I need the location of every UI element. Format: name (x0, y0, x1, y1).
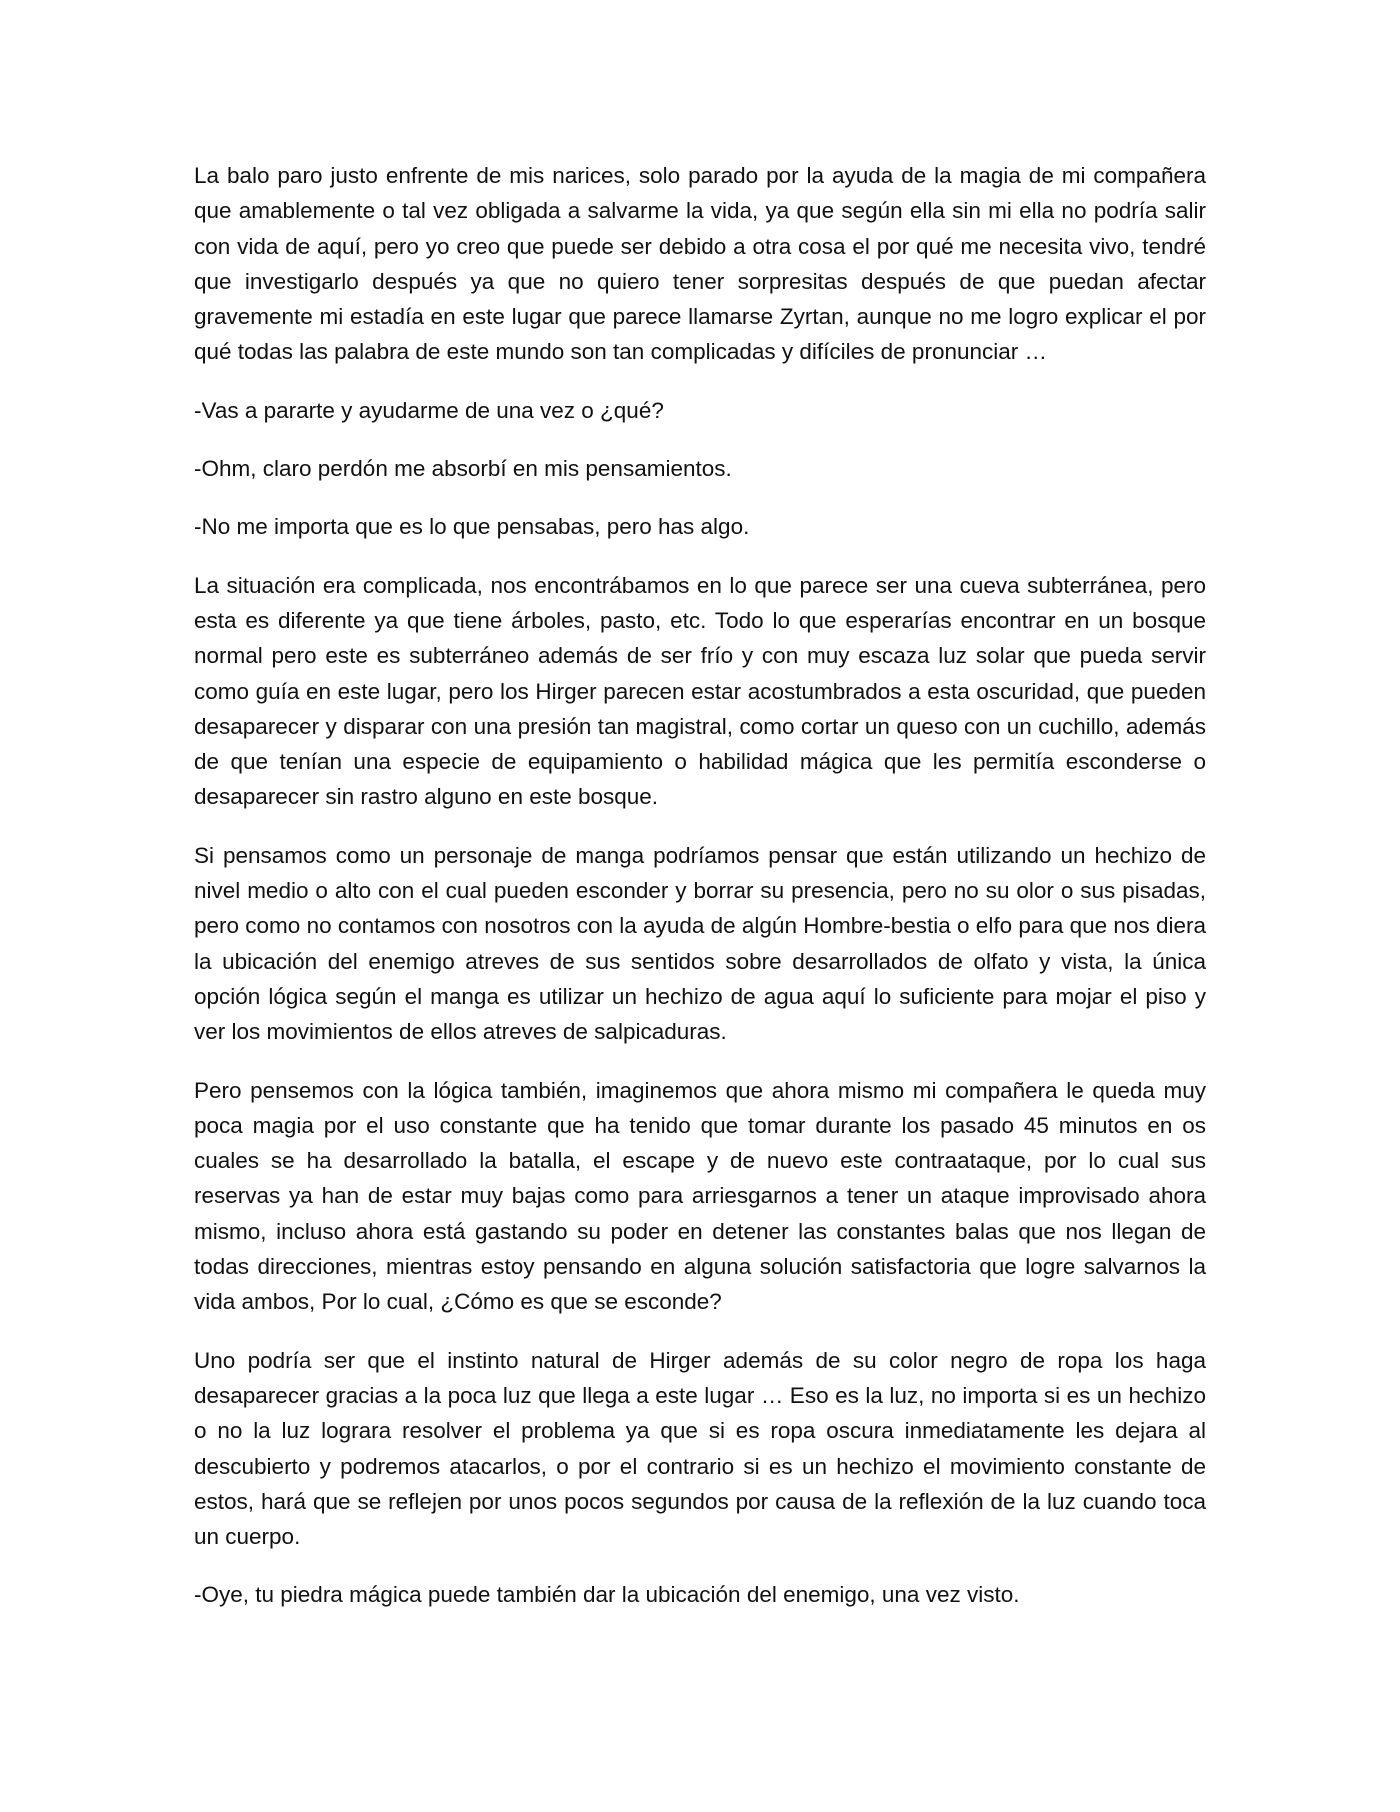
paragraph-dialogue: -No me importa que es lo que pensabas, pero has algo. (194, 514, 750, 540)
paragraph-dialogue: -Oye, tu piedra mágica puede también dar la ubicación del enemigo, una vez visto. (194, 1582, 1020, 1608)
paragraph-narration: Uno podría ser que el instinto natural de Hirger además de su color negro de ropa los haga desaparecer gracias a la poca luz que llega a este lugar … Eso es la luz, no importa si es un hechizo o no la luz lograra resolver el problema ya que si es ropa oscura inmediatamente les dejara al descubierto y podremos atacarlos, o por el contrario si es un hechizo el movimiento constante de estos, hará que se reflejen por unos pocos segundos por causa de la reflexión de la luz cuando toca un cuerpo. (194, 1347, 1206, 1550)
paragraph-dialogue: -Vas a pararte y ayudarme de una vez o ¿qué? (194, 397, 664, 423)
paragraph-narration: Si pensamos como un personaje de manga podríamos pensar que están utilizando un hechizo de nivel medio o alto con el cual pueden esconder y borrar su presencia, pero no su olor o sus pisadas, pero como no contamos con nosotros con la ayuda de algún Hombre-bestia o elfo para que nos diera la ubicación del enemigo atreves de sus sentidos sobre desarrollados de olfato y vista, la única opción lógica según el manga es utilizar un hechizo de agua aquí lo suficiente para mojar el piso y ver los movimientos de ellos atreves de salpicaduras. (194, 842, 1206, 1045)
paragraph-narration: Pero pensemos con la lógica también, imaginemos que ahora mismo mi compañera le queda muy poca magia por el uso constante que ha tenido que tomar durante los pasado 45 minutos en os cuales se ha desarrollado la batalla, el escape y de nuevo este contraataque, por lo cual sus reservas ya han de estar muy bajas como para arriesgarnos a tener un ataque improvisado ahora mismo, incluso ahora está gastando su poder en detener las constantes balas que nos llegan de todas direcciones, mientras estoy pensando en alguna solución satisfactoria que logre salvarnos la vida ambos, Por lo cual, ¿Cómo es que se esconde? (194, 1077, 1206, 1315)
paragraph-narration: La balo paro justo enfrente de mis narices, solo parado por la ayuda de la magia de mi compañera que amablemente o tal vez obligada a salvarme la vida, ya que según ella sin mi ella no podría salir con vida de aquí, pero yo creo que puede ser debido a otra cosa el por qué me necesita vivo, tendré que investigarlo después ya que no quiero tener sorpresitas después de que puedan afectar gravemente mi estadía en este lugar que parece llamarse Zyrtan, aunque no me logro explicar el por qué todas las palabra de este mundo son tan complicadas y difíciles de pronunciar … (194, 163, 1206, 365)
paragraph-dialogue: -Ohm, claro perdón me absorbí en mis pensamientos. (194, 456, 732, 482)
paragraph-narration: La situación era complicada, nos encontrábamos en lo que parece ser una cueva subterránea, pero esta es diferente ya que tiene árboles, pasto, etc. Todo lo que esperarías encontrar en un bosque normal pero este es subterráneo además de ser frío y con muy escaza luz solar que pueda servir como guía en este lugar, pero los Hirger parecen estar acostumbrados a esta oscuridad, que pueden desaparecer y disparar con una presión tan magistral, como cortar un queso con un cuchillo, además de que tenían una especie de equipamiento o habilidad mágica que les permitía esconderse o desaparecer sin rastro alguno en este bosque. (194, 572, 1206, 810)
document-body (194, 158, 1206, 1636)
